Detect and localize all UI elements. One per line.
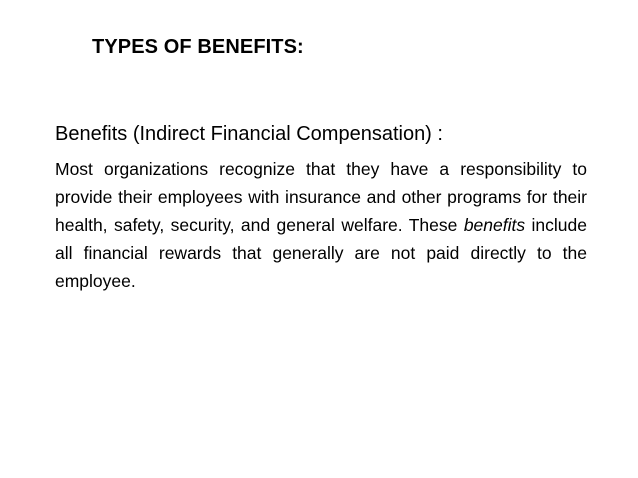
body-paragraph bbox=[55, 155, 587, 295]
slide-title: TYPES OF BENEFITS: bbox=[92, 36, 304, 58]
paragraph-text-start: Most organizations recognize that they have a responsibility to provide their employees with insurance and other programs for their health, safety, security, and general welfare. These bbox=[55, 159, 587, 235]
paragraph-emphasis: benefits bbox=[463, 215, 526, 235]
paragraph-text-end: include all financial rewards that generally are not paid directly to the employee. bbox=[55, 215, 587, 291]
slide-subheading: Benefits (Indirect Financial Compensation) : bbox=[55, 123, 443, 145]
